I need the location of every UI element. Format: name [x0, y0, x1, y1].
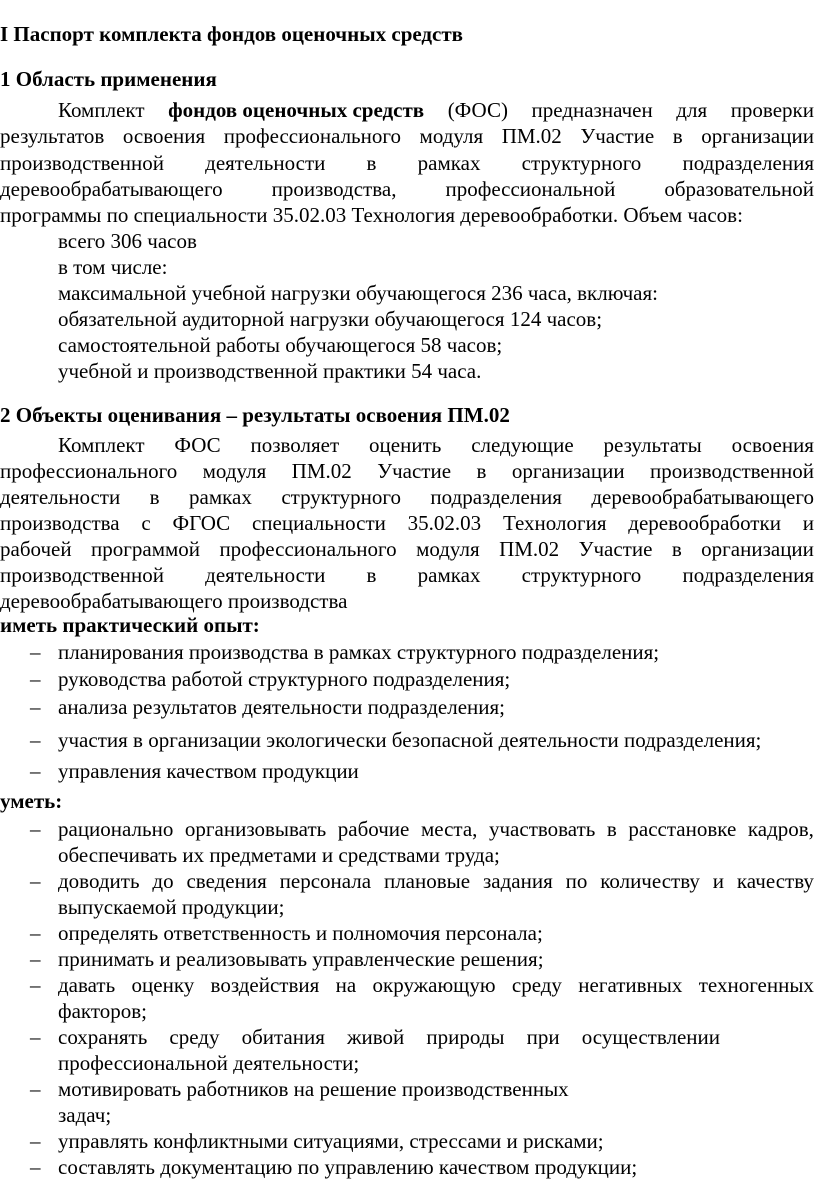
word: места,	[420, 817, 478, 841]
word: расстановке	[628, 817, 737, 841]
word: рационально	[58, 817, 174, 841]
word: структурного	[521, 563, 642, 587]
word: структурного	[281, 485, 401, 509]
word: результаты	[603, 433, 702, 457]
skills-label: уметь:	[0, 789, 63, 813]
paragraph-2-line-3	[0, 484, 814, 510]
list-item-text: руководства работой структурного подразделения;	[58, 667, 511, 691]
hours-item: самостоятельной работы обучающегося 58 часов;	[58, 333, 503, 357]
word: Участие	[578, 537, 653, 561]
list-item-text	[58, 868, 814, 894]
word: специальности	[251, 511, 386, 535]
word: организации	[701, 537, 814, 561]
paragraph-2-line-6	[0, 562, 814, 588]
word: 35.02.03	[407, 511, 482, 535]
word: ПМ.02	[501, 124, 562, 148]
list-item-text: мотивировать работников на решение производственных	[58, 1077, 569, 1101]
word: организации	[701, 124, 814, 148]
dash-bullet: –	[30, 1077, 41, 1101]
word: осуществлении	[581, 1025, 720, 1049]
word: ПМ.02	[291, 459, 352, 483]
word: в	[672, 124, 683, 148]
word: производства,	[271, 177, 397, 201]
dash-bullet: –	[30, 759, 41, 783]
word: результатов	[0, 124, 105, 148]
paragraph-2-line-4	[0, 510, 814, 536]
word: рамках	[189, 485, 252, 509]
word: профессиональной	[445, 177, 616, 201]
paragraph-2-line-5	[0, 536, 814, 562]
word: ПМ.02	[499, 537, 560, 561]
word: позволяет	[250, 433, 340, 457]
word: модуля	[419, 124, 484, 148]
word: подразделения	[430, 485, 562, 509]
list-item-continuation: выпускаемой продукции;	[58, 895, 285, 919]
word-bold: фондов оценочных средств	[168, 98, 425, 122]
word: деревообрабатывающего	[591, 485, 814, 509]
word: рамках	[417, 563, 481, 587]
subheading-objects: 2 Объекты оценивания – результаты освоения ПМ.02	[0, 403, 510, 427]
word: оценку	[131, 973, 195, 997]
list-item-continuation: факторов;	[58, 999, 148, 1023]
word: в	[671, 537, 682, 561]
paragraph-1-line-5: программы по специальности 35.02.03 Технология деревообработки. Объем часов:	[0, 203, 743, 227]
word: проверки	[730, 98, 814, 122]
word: рабочей	[0, 537, 72, 561]
word: предназначен	[531, 98, 653, 122]
word: ФГОС	[172, 511, 231, 535]
list-item-text	[58, 972, 814, 998]
paragraph-1-line-2	[0, 123, 814, 149]
word: участвовать	[489, 817, 596, 841]
paragraph-2-line-2	[0, 458, 814, 484]
word: сохранять	[58, 1025, 148, 1049]
word: до	[152, 869, 174, 893]
word: производственной	[650, 459, 814, 483]
word: профессионального	[223, 124, 401, 148]
word: подразделения	[682, 563, 814, 587]
word: деятельности	[205, 563, 326, 587]
page-title: I Паспорт комплекта фондов оценочных средств	[0, 22, 464, 46]
paragraph-1-line-3	[0, 150, 814, 176]
hours-item: учебной и производственной практики 54 часа.	[58, 359, 482, 383]
word: качеству	[736, 869, 814, 893]
dash-bullet: –	[30, 667, 41, 691]
hours-item: обязательной аудиторной нагрузки обучающегося 124 часов;	[58, 307, 603, 331]
word: в	[366, 563, 377, 587]
list-item-continuation: задач;	[58, 1103, 112, 1127]
word: рамках	[417, 151, 481, 175]
word: структурного	[521, 151, 642, 175]
dash-bullet: –	[30, 947, 41, 971]
hours-item: всего 306 часов	[58, 229, 197, 253]
list-item-text: управлять конфликтными ситуациями, стрессами и рисками;	[58, 1129, 604, 1153]
list-item-continuation: профессиональной деятельности;	[58, 1051, 360, 1075]
word: Технология	[502, 511, 607, 535]
word: среду	[511, 973, 562, 997]
dash-bullet: –	[30, 640, 41, 664]
word: подразделения	[682, 151, 814, 175]
word: негативных	[578, 973, 683, 997]
word: рабочие	[337, 817, 410, 841]
word: (ФОС)	[447, 98, 508, 122]
word: среду	[169, 1025, 220, 1049]
list-item-text: управления качеством продукции	[58, 759, 359, 783]
paragraph-1-line-4	[0, 176, 814, 202]
word: в	[366, 151, 377, 175]
dash-bullet: –	[30, 921, 41, 945]
word: образовательной	[664, 177, 814, 201]
word: модуля	[202, 459, 267, 483]
word: доводить	[58, 869, 140, 893]
word: плановые	[383, 869, 471, 893]
word: давать	[58, 973, 116, 997]
list-item-text: принимать и реализовывать управленческие решения;	[58, 947, 544, 971]
list-item-continuation: обеспечивать их предметами и средствами труда;	[58, 843, 500, 867]
word: производства	[0, 511, 120, 535]
word: по	[565, 869, 588, 893]
word: производственной	[0, 563, 164, 587]
word: живой	[347, 1025, 405, 1049]
experience-label: иметь практический опыт:	[0, 613, 260, 637]
dash-bullet: –	[30, 973, 41, 997]
paragraph-2-line-7: деревообрабатывающего производства	[0, 589, 348, 613]
list-item-text: анализа результатов деятельности подразделения;	[58, 695, 505, 719]
subheading-scope: 1 Область применения	[0, 67, 217, 91]
word: ФОС	[174, 433, 221, 457]
word: техногенных	[698, 973, 814, 997]
word: при	[526, 1025, 560, 1049]
word: окружающую	[372, 973, 496, 997]
word: Участие	[580, 124, 655, 148]
word: сведения	[186, 869, 267, 893]
dash-bullet: –	[30, 695, 41, 719]
word: Участие	[377, 459, 452, 483]
dash-bullet: –	[30, 728, 41, 752]
word: модуля	[416, 537, 480, 561]
dash-bullet: –	[30, 1155, 41, 1179]
word: для	[676, 98, 708, 122]
list-item-text: составлять документацию по управлению качеством продукции;	[58, 1155, 638, 1179]
word: с	[141, 511, 151, 535]
word: организовывать	[184, 817, 327, 841]
word: в	[476, 459, 487, 483]
word: и	[712, 869, 725, 893]
word: кадров,	[747, 817, 814, 841]
word: профессионального	[0, 459, 178, 483]
list-item-text	[58, 1024, 720, 1050]
word: оценить	[369, 433, 442, 457]
word: деятельности	[0, 485, 121, 509]
word: задания	[482, 869, 553, 893]
word: деятельности	[205, 151, 326, 175]
word: Комплект	[58, 433, 145, 457]
word: Комплект	[58, 98, 145, 122]
word: природы	[426, 1025, 505, 1049]
word: обитания	[241, 1025, 325, 1049]
word: в	[149, 485, 160, 509]
dash-bullet: –	[30, 1129, 41, 1153]
word: программой	[91, 537, 201, 561]
dash-bullet: –	[30, 1025, 41, 1049]
word: воздействия	[210, 973, 320, 997]
word: персонала	[279, 869, 372, 893]
paragraph-2-line-1	[58, 432, 814, 458]
word: деревообрабатывающего	[0, 177, 223, 201]
word: и	[802, 511, 814, 535]
word: организации	[511, 459, 625, 483]
word: освоения	[731, 433, 814, 457]
list-item-text: планирования производства в рамках структурного подразделения;	[58, 640, 660, 664]
hours-item: максимальной учебной нагрузки обучающегося 236 часа, включая:	[58, 281, 658, 305]
dash-bullet: –	[30, 817, 41, 841]
word: профессионального	[219, 537, 397, 561]
word: освоения	[122, 124, 206, 148]
list-item-text: участия в организации экологически безопасной деятельности подразделения;	[58, 728, 762, 752]
list-item-text	[58, 816, 814, 842]
word: производственной	[0, 151, 164, 175]
word: деревообработки	[628, 511, 781, 535]
dash-bullet: –	[30, 869, 41, 893]
word: на	[335, 973, 357, 997]
hours-item: в том числе:	[58, 255, 168, 279]
word: следующие	[471, 433, 574, 457]
word: количеству	[600, 869, 700, 893]
word: в	[606, 817, 617, 841]
paragraph-1-line-1	[58, 97, 814, 123]
list-item-text: определять ответственность и полномочия персонала;	[58, 921, 543, 945]
